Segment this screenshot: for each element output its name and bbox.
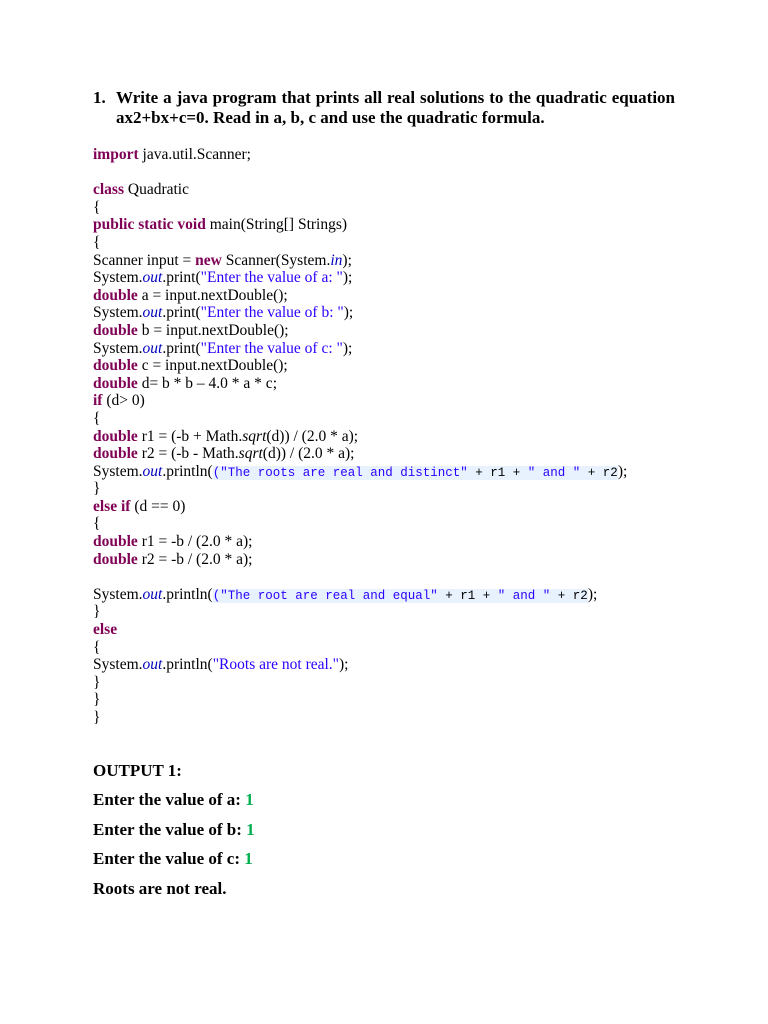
code-text: r2 = -b / (2.0 * a); — [137, 550, 253, 568]
question-number: 1. — [93, 88, 106, 107]
code-line — [93, 146, 693, 164]
code-line — [93, 551, 693, 569]
keyword: double — [93, 321, 138, 339]
code-text: (d> 0) — [102, 392, 145, 410]
string-literal: ("The root are real and equal" + r1 + " and " + r2 — [212, 588, 588, 603]
code-text: (d)) / (2.0 * a); — [266, 427, 359, 445]
code-text: Quadratic — [124, 181, 189, 199]
keyword: double — [93, 445, 138, 463]
field: out — [142, 339, 163, 357]
input-value: 1 — [245, 790, 254, 810]
code-text: System. — [93, 585, 143, 603]
code-line — [93, 498, 693, 516]
code-text: System. — [93, 269, 143, 287]
code-line: { — [93, 409, 101, 427]
code-line — [93, 428, 693, 446]
string-literal: "Enter the value of c: " — [200, 339, 343, 357]
code-line: { — [93, 515, 101, 533]
keyword: double — [93, 374, 138, 392]
field: out — [142, 656, 163, 674]
code-text: ); — [343, 304, 354, 322]
code-line: { — [93, 233, 101, 251]
code-text: main(String[] Strings) — [205, 216, 348, 234]
code-text: r2 = (-b - Math. — [137, 445, 239, 463]
method-name: sqrt — [242, 427, 267, 445]
code-line: { — [93, 638, 101, 656]
code-text: r1 = (-b + Math. — [137, 427, 243, 445]
code-line: } — [93, 709, 101, 726]
code-text: java.util.Scanner; — [138, 146, 251, 163]
code-text: .print( — [162, 339, 201, 357]
code-line — [93, 375, 693, 393]
keyword: new — [195, 251, 222, 269]
code-text: System. — [93, 304, 143, 322]
code-text: Scanner input = — [93, 251, 196, 269]
field: out — [142, 304, 163, 322]
code-line — [93, 656, 693, 674]
program-output — [93, 760, 255, 907]
output-result: Roots are not real. — [93, 878, 227, 898]
method-name: sqrt — [238, 445, 263, 463]
string-literal: "Enter the value of b: " — [200, 304, 344, 322]
question — [93, 88, 675, 128]
code-line: } — [93, 673, 101, 691]
input-value: 1 — [244, 849, 253, 869]
code-text: .println( — [162, 585, 213, 603]
string-literal: ("The roots are real and distinct" + r1 + " and " + r2 — [212, 465, 618, 480]
code-line: { — [93, 198, 101, 216]
code-text: (d)) / (2.0 * a); — [262, 445, 355, 463]
output-line — [93, 848, 255, 877]
code-text: ); — [587, 585, 598, 603]
keyword: public static void — [93, 216, 206, 234]
keyword: double — [93, 286, 138, 304]
code-line — [93, 181, 693, 199]
code-text: b = input.nextDouble(); — [137, 321, 289, 339]
keyword: class — [93, 181, 124, 199]
code-line — [93, 216, 693, 234]
blank-line — [93, 164, 693, 182]
code-text: System. — [93, 656, 143, 674]
code-text: ); — [342, 269, 353, 287]
output-line — [93, 789, 255, 818]
code-line: } — [93, 691, 101, 709]
code-text: System. — [93, 462, 143, 480]
code-text: ); — [339, 656, 349, 674]
prompt-text: Enter the value of a: — [93, 790, 246, 810]
keyword: else if — [93, 497, 131, 515]
code-line — [93, 392, 693, 410]
keyword: double — [93, 533, 138, 551]
output-heading: OUTPUT 1: — [93, 761, 182, 780]
output-line — [93, 819, 255, 848]
code-line — [93, 252, 693, 270]
code-text: (d == 0) — [130, 497, 186, 515]
code-line: } — [93, 480, 101, 498]
keyword: else — [93, 621, 118, 639]
code-text: .println( — [162, 656, 213, 674]
code-line — [93, 287, 693, 305]
code-text: ); — [617, 462, 628, 480]
code-listing — [93, 146, 693, 727]
question-text: Write a java program that prints all real solutions to the quadratic equation ax2+bx+c=0. Read in a, b, c and use the quadratic formula. — [116, 88, 675, 127]
blank-line — [93, 568, 693, 586]
prompt-text: Enter the value of b: — [93, 819, 247, 839]
code-text: .println( — [162, 462, 213, 480]
code-line — [93, 340, 693, 358]
code-line — [93, 621, 693, 639]
keyword: if — [93, 392, 103, 410]
code-text: Scanner(System. — [221, 251, 331, 269]
keyword: double — [93, 357, 138, 375]
code-line — [93, 322, 693, 340]
code-text: d= b * b – 4.0 * a * c; — [137, 374, 277, 392]
keyword: import — [93, 146, 139, 163]
code-line — [93, 445, 693, 463]
input-value: 1 — [246, 819, 255, 839]
field: out — [142, 462, 163, 480]
code-line — [93, 463, 693, 481]
field: out — [142, 585, 163, 603]
code-text: r1 = -b / (2.0 * a); — [137, 533, 253, 551]
string-literal: "Roots are not real." — [212, 656, 340, 674]
code-text: .print( — [162, 269, 201, 287]
keyword: double — [93, 550, 138, 568]
keyword: double — [93, 427, 138, 445]
field: in — [330, 251, 343, 269]
field: out — [142, 269, 163, 287]
prompt-text: Enter the value of c: — [93, 849, 245, 869]
code-text: ); — [342, 251, 352, 269]
code-line — [93, 269, 693, 287]
string-literal: "Enter the value of a: " — [200, 269, 343, 287]
code-line — [93, 304, 693, 322]
code-line — [93, 533, 693, 551]
code-line — [93, 357, 693, 375]
code-line — [93, 586, 693, 604]
code-line: } — [93, 603, 101, 621]
code-text: a = input.nextDouble(); — [137, 286, 288, 304]
code-text: System. — [93, 339, 143, 357]
code-text: .print( — [162, 304, 201, 322]
code-text: ); — [342, 339, 353, 357]
code-text: c = input.nextDouble(); — [137, 357, 288, 375]
